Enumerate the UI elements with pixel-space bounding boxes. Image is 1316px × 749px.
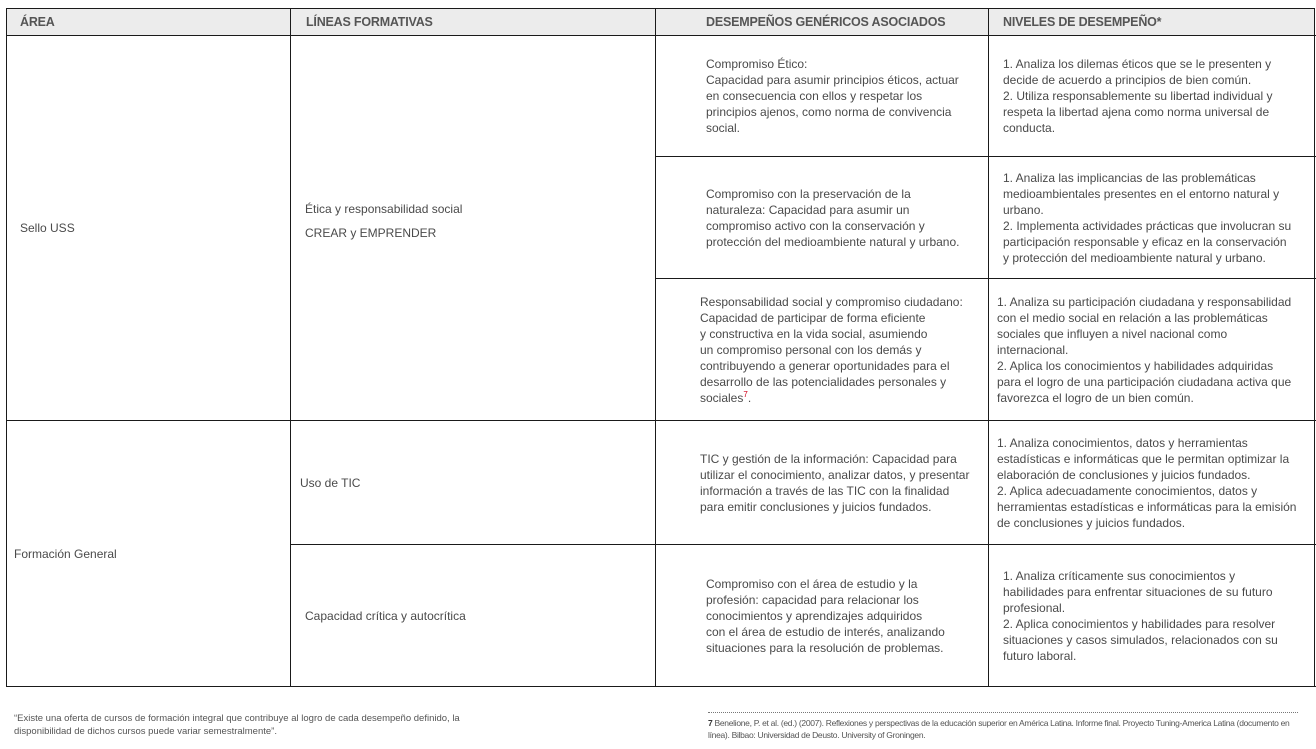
desempeno-cell bbox=[700, 421, 986, 544]
desempeno-cell bbox=[700, 279, 986, 420]
niveles-cell bbox=[1003, 157, 1313, 278]
divider bbox=[290, 8, 291, 687]
area-cell bbox=[20, 36, 285, 420]
desempeno-end: . bbox=[747, 390, 752, 405]
niveles-text: 1. Analiza su participación ciudadana y responsabilidad con el medio social en relación a las problemáticas sociales que influyen a nivel nacional como internacional. 2. Aplica los conocimientos y habilidades adquiridas para el logro de una participación ciudadana activa que favorezca el logro de un bien común. bbox=[997, 294, 1292, 405]
footnote-text: Benelione, P. et al. (ed.) (2007). Reflexiones y perspectivas de la educación superior en América Latina. Informe final. Proyecto Tuning-America Latina (documento en línea). Bilbao: Universidad de Deusto. University of Groningen. bbox=[708, 718, 1290, 740]
divider bbox=[6, 8, 7, 687]
desempeno-cell bbox=[706, 545, 986, 686]
footnote-reference bbox=[708, 712, 1298, 741]
linea-cell bbox=[300, 421, 650, 544]
linea-label-secondary: CREAR y EMPRENDER bbox=[305, 225, 437, 240]
niveles-cell bbox=[997, 421, 1315, 544]
linea-cell bbox=[305, 545, 650, 686]
niveles-cell bbox=[1003, 36, 1313, 156]
header-niveles: NIVELES DE DESEMPEÑO* bbox=[1003, 14, 1162, 29]
area-label: Formación General bbox=[14, 546, 117, 561]
desempeno-text: TIC y gestión de la información: Capacidad para utilizar el conocimiento, analizar datos, y presentar información a través de las TIC con la finalidad para emitir conclusiones y juicios fundados. bbox=[700, 451, 970, 514]
niveles-text: 1. Analiza conocimientos, datos y herramientas estadísticas e informáticas que le permitan optimizar la elaboración de conclusiones y juicios fundados. 2. Aplica adecuadamente conocimientos, datos y herramientas estadísticas e informáticas para la emisión de conclusiones y juicios fundados. bbox=[997, 435, 1297, 530]
header-lineas-formativas: LÍNEAS FORMATIVAS bbox=[306, 14, 433, 29]
niveles-cell bbox=[997, 279, 1315, 420]
area-cell bbox=[14, 421, 284, 686]
desempeno-text bbox=[700, 294, 963, 406]
header-desempenos: DESEMPEÑOS GENÉRICOS ASOCIADOS bbox=[706, 14, 946, 29]
divider bbox=[6, 686, 1316, 687]
area-label: Sello USS bbox=[20, 221, 75, 235]
divider bbox=[988, 8, 989, 687]
niveles-text: 1. Analiza las implicancias de las problemáticas medioambientales presentes en el entorno natural y urbano. 2. Implementa actividades prácticas que involucran su participación responsable y eficaz en la conservación y protección del medioambiente natural y urbano. bbox=[1003, 170, 1292, 265]
linea-label: Uso de TIC bbox=[300, 475, 361, 490]
linea-label: Ética y responsabilidad social bbox=[305, 201, 463, 216]
desempeno-text: Compromiso con la preservación de la naturaleza: Capacidad para asumir un compromiso activo con la conservación y protección del medioambiente natural y urbano. bbox=[706, 186, 960, 249]
desempeno-body: Responsabilidad social y compromiso ciudadano: Capacidad de participar de forma eficiente y constructiva en la vida social, asumiendo un compromiso personal con los demás y contribuyendo a generar oportunidades para el desarrollo de las potencialidades personales y sociales bbox=[700, 294, 963, 405]
linea-cell bbox=[305, 36, 650, 420]
desempeno-cell bbox=[706, 36, 986, 156]
niveles-text: 1. Analiza críticamente sus conocimientos y habilidades para enfrentar situaciones de su futuro profesional. 2. Aplica conocimientos y habilidades para resolver situaciones y casos simulados, relacionados con su futuro laboral. bbox=[1003, 568, 1278, 663]
desempeno-text: Compromiso con el área de estudio y la profesión: capacidad para relacionar los conocimientos y aprendizajes adquiridos con el área de estudio de interés, analizando situaciones para la resolución de problemas. bbox=[706, 576, 945, 655]
header-area: ÁREA bbox=[20, 14, 55, 29]
niveles-cell bbox=[1003, 545, 1313, 686]
footnote-ref[interactable]: 7 bbox=[743, 389, 748, 399]
footnote-number: 7 bbox=[708, 718, 713, 728]
divider bbox=[6, 8, 1314, 9]
desempeno-text: Compromiso Ético: Capacidad para asumir principios éticos, actuar en consecuencia con ellos y respetar los principios ajenos, como norma de convivencia social. bbox=[706, 57, 959, 135]
footer-note: “Existe una oferta de cursos de formación integral que contribuye al logro de cada desempeño definido, la disponibilidad de dichos cursos puede variar semestralmente”. bbox=[14, 713, 460, 737]
divider bbox=[655, 8, 656, 687]
niveles-text: 1. Analiza los dilemas éticos que se le presenten y decide de acuerdo a principios de bien común. 2. Utiliza responsablemente su libertad individual y respeta la libertad ajena como norma universal de conducta. bbox=[1003, 57, 1273, 135]
desempeno-cell bbox=[706, 157, 986, 278]
linea-label: Capacidad crítica y autocrítica bbox=[305, 608, 466, 623]
